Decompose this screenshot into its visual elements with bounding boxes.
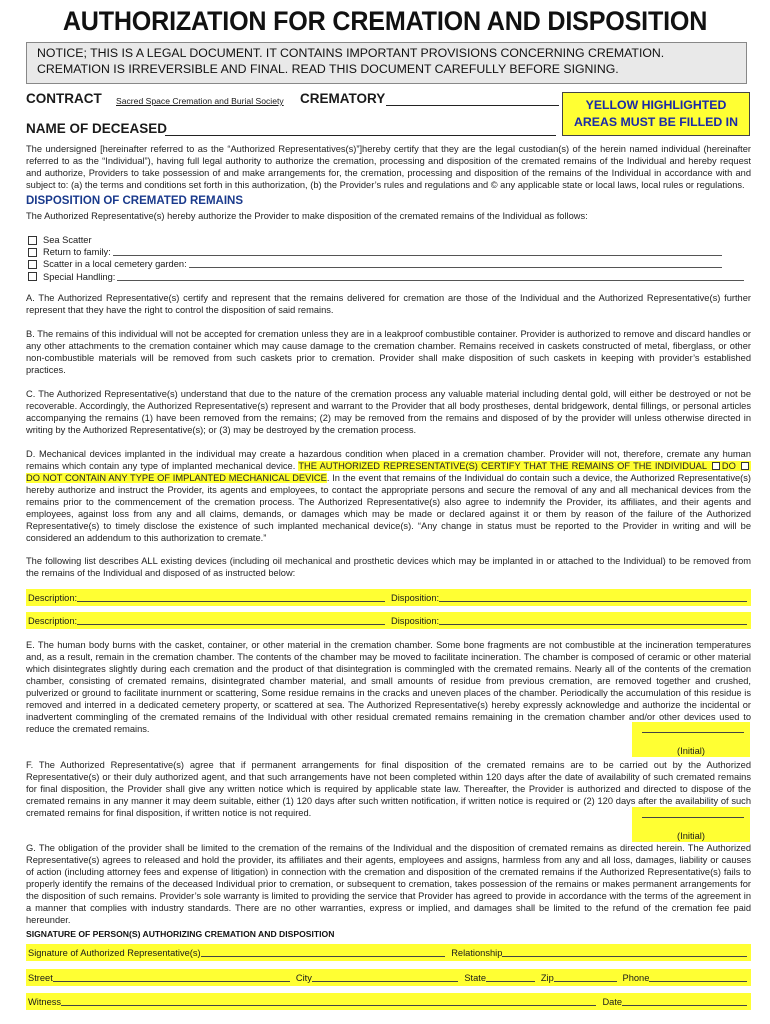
disposition-field[interactable] (439, 616, 747, 625)
checkbox[interactable] (28, 272, 37, 281)
paragraph-d-part1: D. Mechanical devices implanted in the individual may create a hazardous condition when placed in a cremation chamber. Provider will not, therefore, cremate any human remains which contain any type of implanted mechanical device. (26, 449, 751, 471)
crematory-label: CREMATORY (300, 91, 386, 106)
street-field[interactable] (53, 973, 290, 982)
initial-field[interactable] (642, 732, 744, 733)
paragraph-g: G. The obligation of the provider shall be limited to the cremation of the remains of the Individual and the disposition of cremated remains as directed herein. The Authorized Representative(s) agrees to released and hold the provider, its affiliates and their agents, employees and assigns, harmless from any and all loss, damages, liability or causes of action (including attorney fees and expense of litigation) in connection with the cremation and disposition of the cremated remains if the Authorized Representative(s) fails to properly identify the remains of the deceased Individual prior to cremation, or subsequent to cremation, takes possession of the remains or makes permanent arrangements for the disposition of such remains. Provider’s sole warranty is limited to providing the service that Provider has agreed to provide in accordance with the terms of the agreement in a manner that complies with industry standards. There are no other warranties, express or implied, and damages shall be limited to the refund of the cremation fee paid hereunder. (26, 843, 751, 925)
highlight-note (562, 92, 750, 136)
paragraph-c: C. The Authorized Representative(s) understand that due to the nature of the cremation process any valuable material including dental gold, will either be destroyed or not be recoverable. Accordingly, the Authorized Representative(s) represent and warrant to the Provider that all body prostheses, dental bridgework, dental fillings, or personal articles accompanying the remains (1) have been removed from the remains; (2) may be removed from the remains and disposed of by the provider will unless otherwise directed in writing by the Authorized Representative(s); or (3) may be destroyed by the cremation process. (26, 389, 751, 435)
relationship-label: Relationship (451, 947, 503, 958)
city-field[interactable] (312, 973, 458, 982)
paragraph-a: A. The Authorized Representative(s) certify and represent that the remains delivered for cremation are those of the Individual and the Authorized Representative(s) further represent that they have the right to control the disposition of said remains. (26, 293, 751, 315)
checkbox[interactable] (28, 236, 37, 245)
signature-row (26, 944, 751, 961)
paragraph-b: B. The remains of this individual will not be accepted for cremation unless they are in a leakproof combustible container. Provider is authorized to remove and discard handles or any other attachments to the cremation container which may cause damage to the cremation chamber. Remains received in caskets constructed of metal, fiberglass, or other non-combustible materials will be removed from such caskets prior to cremation. Provider shall make disposition of such caskets in keeping with provider’s established practices. (26, 329, 751, 375)
date-field[interactable] (622, 997, 747, 1006)
signature-heading: SIGNATURE OF PERSON(S) AUTHORIZING CREMATION AND DISPOSITION (26, 929, 335, 939)
witness-row (26, 993, 751, 1010)
do-label: DO (721, 461, 736, 471)
device-certification-text: THE AUTHORIZED REPRESENTATIVE(S) CERTIFY THAT THE REMAINS OF THE INDIVIDUAL (298, 461, 707, 471)
do-not-checkbox[interactable] (741, 462, 749, 470)
option-fill-line[interactable] (189, 260, 722, 268)
initial-label: (Initial) (677, 746, 705, 756)
disposition-heading: DISPOSITION OF CREMATED REMAINS (26, 195, 244, 207)
initial-field[interactable] (642, 817, 744, 818)
zip-field[interactable] (554, 973, 617, 982)
initial-label: (Initial) (677, 831, 705, 841)
option-sea-scatter[interactable] (28, 234, 748, 246)
address-row (26, 969, 751, 986)
initial-box-e[interactable] (632, 722, 750, 757)
checkbox[interactable] (28, 260, 37, 269)
signature-label: Signature of Authorized Representative(s) (28, 947, 201, 958)
phone-field[interactable] (649, 973, 747, 982)
witness-label: Witness (28, 996, 62, 1007)
checkbox[interactable] (28, 248, 37, 257)
option-fill-line[interactable] (113, 248, 722, 256)
relationship-field[interactable] (502, 948, 747, 957)
street-label: Street (28, 972, 53, 983)
description-field[interactable] (77, 616, 385, 625)
deceased-name-field[interactable] (165, 135, 556, 136)
disposition-intro: The Authorized Representative(s) hereby authorize the Provider to make disposition of the cremated remains of the Individual as follows: (26, 211, 588, 221)
highlight-note-line2: AREAS MUST BE FILLED IN (574, 115, 738, 129)
option-label: Sea Scatter (43, 235, 92, 245)
paragraph-d-part2: . In the event that remains of the Individual do contain such a device, the Authorized Representative(s) hereby authorize and instruct the Provider, its agents and employees, to contact the appropriate persons and secure the removal of any and all mechanical devices from the remains prior to the commencement of the cremation process. The Authorized Representative(s) also agree to indemnify the Provider, its affiliates, and their agents and employees, against loss from any and all claims, demands, or damages which may be made or declared against it or them by reason of the failure of the Authorized Representative(s) to timely disclose the existence of such implanted mechanical device(s). “Any change in status must be reported to the Provider in writing and will be considered an addendum to this authorization to cremate.” (26, 473, 751, 543)
description-label: Description: (28, 592, 78, 603)
option-special-handling[interactable] (28, 271, 748, 283)
do-checkbox[interactable] (712, 462, 720, 470)
disposition-label: Disposition: (391, 592, 440, 603)
disposition-label: Disposition: (391, 615, 440, 626)
initial-box-f[interactable] (632, 807, 750, 842)
city-label: City (295, 972, 312, 983)
witness-field[interactable] (61, 997, 596, 1006)
state-field[interactable] (486, 973, 535, 982)
disposition-options (28, 234, 748, 283)
zip-label: Zip (540, 972, 554, 983)
paragraph-f: F. The Authorized Representative(s) agree that if permanent arrangements for final disposition of the cremated remains are to be carried out by the Authorized Representative(s) or their duly authorized agent, and that such arrangements have not been completed within 120 days after the date of availability of such cremated remains for final disposition, the Provider shall give any written notice which is required by applicable state law. Thereafter, the Provider is authorized and directed to dispose of the cremated remains in any manner it may deem suitable, either (1) 120 days after such written notification, if written notice is required or (2) 120 days after the availability of such cremated remains for final disposition, if written notice is not required. (26, 760, 751, 818)
highlight-note-line1: YELLOW HIGHLIGHTED (585, 98, 727, 112)
option-return-to-family[interactable] (28, 246, 748, 258)
contract-value[interactable]: Sacred Space Cremation and Burial Society (116, 96, 284, 106)
crematory-field[interactable] (386, 105, 559, 106)
description-label: Description: (28, 615, 78, 626)
device-row-2 (26, 612, 751, 629)
option-cemetery-garden[interactable] (28, 258, 748, 270)
legal-notice: NOTICE; THIS IS A LEGAL DOCUMENT. IT CONTAINS IMPORTANT PROVISIONS CONCERNING CREMATION. CREMATION IS IRREVERSIBLE AND FINAL. READ THIS DOCUMENT CAREFULLY BEFORE SIGNING. (26, 42, 747, 84)
date-label: Date (602, 996, 623, 1007)
option-label: Scatter in a local cemetery garden: (43, 259, 187, 270)
paragraph-e: E. The human body burns with the casket, container, or other material in the cremation chamber. Some bone fragments are not combustible at the incineration temperatures and, as a result, remain in the cremation chamber. The contents of the chamber may be moved to facilitate incineration. The chamber is composed of ceramic or other material which disintegrates slightly during each cremation and the product of that disintegration is commingled with the cremated remains. Nearly all of the contents of the cremation chamber, consisting of cremated remains, disintegrated chamber material, and small amounts of residue from previous cremation, are removed together and crushed, pulverized or ground to facilitate inurnment or scattering, Some residue remains in the cracks and uneven places of the chamber. Periodically the accumulation of this residue is removed and interred in a dedicated cemetery property, or scattered at sea. The Authorized Representative(s) hereby expressly acknowledge and authorize the incidental or inadvertent commingling of the cremated remains of the Individual with other residual cremated remains remaining in the cremation chamber and/or other devices used to reduce the cremated remains. (26, 640, 751, 734)
paragraph-d (26, 448, 751, 544)
option-fill-line[interactable] (117, 273, 744, 281)
do-not-label: DO NOT CONTAIN ANY TYPE OF IMPLANTED MECHANICAL DEVICE (26, 473, 327, 483)
state-label: State (464, 972, 487, 983)
devices-intro: The following list describes ALL existing devices (including oil mechanical and prosthetic devices which may be implanted in or attached to the Individual) to be removed from the remains of the Individual and disposed of as instructed below: (26, 556, 751, 578)
intro-paragraph: The undersigned [hereinafter referred to as the “Authorized Representatives(s)”]hereby certify that they are the legal custodian(s) of the herein named individual (hereinafter referred to as the “Individual”), having full legal authority to authorize the cremation, processing and disposition of the cremated remains of the Individual and hereby request and authorize, Providers to take possession of and make arrangements for, the cremation, processing and disposition of the remains of the Individual in accordance with and subject to: (a) the terms and conditions set forth in this authorization, (b) the Provider’s rules and regulations and © any applicable state or local laws, local rules or regulations. (26, 144, 751, 190)
option-label: Special Handling: (43, 271, 116, 282)
document-title: AUTHORIZATION FOR CREMATION AND DISPOSITION (62, 6, 708, 36)
option-label: Return to family: (43, 247, 111, 258)
deceased-label: NAME OF DECEASED (26, 121, 168, 136)
contract-label: CONTRACT (26, 91, 102, 106)
description-field[interactable] (77, 593, 385, 602)
disposition-field[interactable] (439, 593, 747, 602)
phone-label: Phone (622, 972, 650, 983)
device-row-1 (26, 589, 751, 606)
signature-field[interactable] (201, 948, 446, 957)
